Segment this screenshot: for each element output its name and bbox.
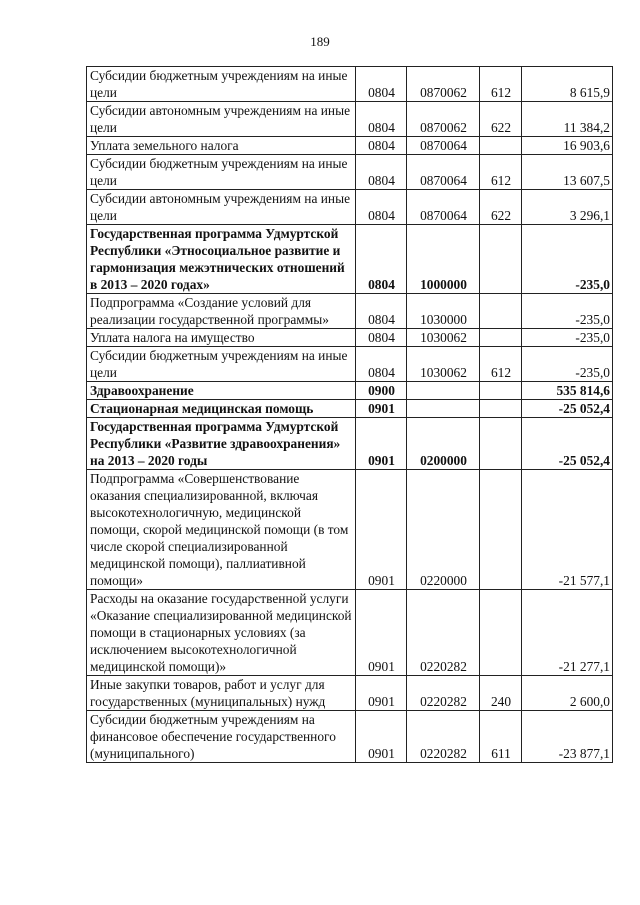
row-target-code: 0220000 bbox=[407, 470, 480, 590]
row-name: Уплата налога на имущество bbox=[87, 329, 356, 347]
table-row bbox=[87, 225, 613, 294]
table-row bbox=[87, 155, 613, 190]
row-sum: 8 615,9 bbox=[522, 67, 613, 102]
row-expense-type-code: 612 bbox=[480, 347, 522, 382]
row-name: Уплата земельного налога bbox=[87, 137, 356, 155]
row-sum: -235,0 bbox=[522, 329, 613, 347]
row-sum: 3 296,1 bbox=[522, 190, 613, 225]
row-target-code: 0200000 bbox=[407, 418, 480, 470]
row-expense-type-code: 612 bbox=[480, 67, 522, 102]
row-section-code: 0804 bbox=[356, 67, 407, 102]
table-row bbox=[87, 711, 613, 763]
row-sum: -23 877,1 bbox=[522, 711, 613, 763]
row-expense-type-code: 622 bbox=[480, 190, 522, 225]
row-name: Подпрограмма «Совершенствование оказания специализированной, включая высокотехнологичную, медицинской помощи, скорой медицинской помощи (в том числе скорой специализированной медицинской помощи), паллиативной помощи» bbox=[87, 470, 356, 590]
budget-table bbox=[86, 66, 613, 763]
table-row bbox=[87, 102, 613, 137]
row-name: Иные закупки товаров, работ и услуг для государственных (муниципальных) нужд bbox=[87, 676, 356, 711]
row-name: Здравоохранение bbox=[87, 382, 356, 400]
row-sum: -235,0 bbox=[522, 347, 613, 382]
row-expense-type-code: 612 bbox=[480, 155, 522, 190]
row-target-code: 0870062 bbox=[407, 102, 480, 137]
table-row bbox=[87, 294, 613, 329]
row-name: Субсидии бюджетным учреждениям на иные цели bbox=[87, 347, 356, 382]
row-sum: -25 052,4 bbox=[522, 418, 613, 470]
row-expense-type-code bbox=[480, 329, 522, 347]
row-expense-type-code: 240 bbox=[480, 676, 522, 711]
row-section-code: 0804 bbox=[356, 225, 407, 294]
row-section-code: 0804 bbox=[356, 294, 407, 329]
row-sum: -235,0 bbox=[522, 294, 613, 329]
row-target-code: 1030062 bbox=[407, 329, 480, 347]
row-target-code: 0220282 bbox=[407, 676, 480, 711]
row-expense-type-code bbox=[480, 382, 522, 400]
table-row bbox=[87, 190, 613, 225]
row-target-code bbox=[407, 400, 480, 418]
row-name: Стационарная медицинская помощь bbox=[87, 400, 356, 418]
table-row bbox=[87, 137, 613, 155]
row-expense-type-code bbox=[480, 418, 522, 470]
table-row bbox=[87, 590, 613, 676]
row-expense-type-code bbox=[480, 400, 522, 418]
row-target-code: 0870064 bbox=[407, 137, 480, 155]
row-name: Субсидии бюджетным учреждениям на иные цели bbox=[87, 155, 356, 190]
row-name: Субсидии бюджетным учреждениям на финансовое обеспечение государственного (муниципального) bbox=[87, 711, 356, 763]
row-sum: -235,0 bbox=[522, 225, 613, 294]
row-section-code: 0804 bbox=[356, 102, 407, 137]
row-target-code bbox=[407, 382, 480, 400]
table-row bbox=[87, 382, 613, 400]
row-expense-type-code bbox=[480, 590, 522, 676]
row-section-code: 0901 bbox=[356, 711, 407, 763]
row-target-code: 1000000 bbox=[407, 225, 480, 294]
row-target-code: 0870064 bbox=[407, 155, 480, 190]
row-sum: 11 384,2 bbox=[522, 102, 613, 137]
row-target-code: 0220282 bbox=[407, 711, 480, 763]
row-section-code: 0900 bbox=[356, 382, 407, 400]
row-name: Государственная программа Удмуртской Республики «Этносоциальное развитие и гармонизация межэтнических отношений в 2013 – 2020 годах» bbox=[87, 225, 356, 294]
row-target-code: 1030000 bbox=[407, 294, 480, 329]
row-name: Расходы на оказание государственной услуги «Оказание специализированной медицинской помощи в стационарных условиях (за исключением высокотехнологичной медицинской помощи)» bbox=[87, 590, 356, 676]
row-section-code: 0804 bbox=[356, 329, 407, 347]
row-sum: 2 600,0 bbox=[522, 676, 613, 711]
row-sum: -21 577,1 bbox=[522, 470, 613, 590]
row-name: Субсидии бюджетным учреждениям на иные цели bbox=[87, 67, 356, 102]
table-row bbox=[87, 418, 613, 470]
row-sum: 13 607,5 bbox=[522, 155, 613, 190]
row-name: Государственная программа Удмуртской Республики «Развитие здравоохранения» на 2013 – 2020 годы bbox=[87, 418, 356, 470]
row-target-code: 0220282 bbox=[407, 590, 480, 676]
row-sum: -25 052,4 bbox=[522, 400, 613, 418]
row-section-code: 0901 bbox=[356, 470, 407, 590]
row-section-code: 0901 bbox=[356, 676, 407, 711]
table-row bbox=[87, 470, 613, 590]
table-row bbox=[87, 347, 613, 382]
table-row bbox=[87, 676, 613, 711]
row-target-code: 0870064 bbox=[407, 190, 480, 225]
row-expense-type-code: 622 bbox=[480, 102, 522, 137]
row-section-code: 0804 bbox=[356, 347, 407, 382]
table-row bbox=[87, 400, 613, 418]
row-expense-type-code bbox=[480, 470, 522, 590]
row-target-code: 0870062 bbox=[407, 67, 480, 102]
table-row bbox=[87, 67, 613, 102]
row-name: Субсидии автономным учреждениям на иные цели bbox=[87, 190, 356, 225]
row-sum: -21 277,1 bbox=[522, 590, 613, 676]
page-number: 189 bbox=[310, 34, 330, 49]
row-section-code: 0804 bbox=[356, 137, 407, 155]
row-expense-type-code bbox=[480, 225, 522, 294]
row-expense-type-code bbox=[480, 294, 522, 329]
row-section-code: 0901 bbox=[356, 418, 407, 470]
row-sum: 535 814,6 bbox=[522, 382, 613, 400]
row-section-code: 0804 bbox=[356, 190, 407, 225]
row-section-code: 0804 bbox=[356, 155, 407, 190]
row-name: Субсидии автономным учреждениям на иные цели bbox=[87, 102, 356, 137]
row-expense-type-code: 611 bbox=[480, 711, 522, 763]
row-section-code: 0901 bbox=[356, 590, 407, 676]
row-name: Подпрограмма «Создание условий для реализации государственной программы» bbox=[87, 294, 356, 329]
row-section-code: 0901 bbox=[356, 400, 407, 418]
row-target-code: 1030062 bbox=[407, 347, 480, 382]
table-row bbox=[87, 329, 613, 347]
row-sum: 16 903,6 bbox=[522, 137, 613, 155]
row-expense-type-code bbox=[480, 137, 522, 155]
